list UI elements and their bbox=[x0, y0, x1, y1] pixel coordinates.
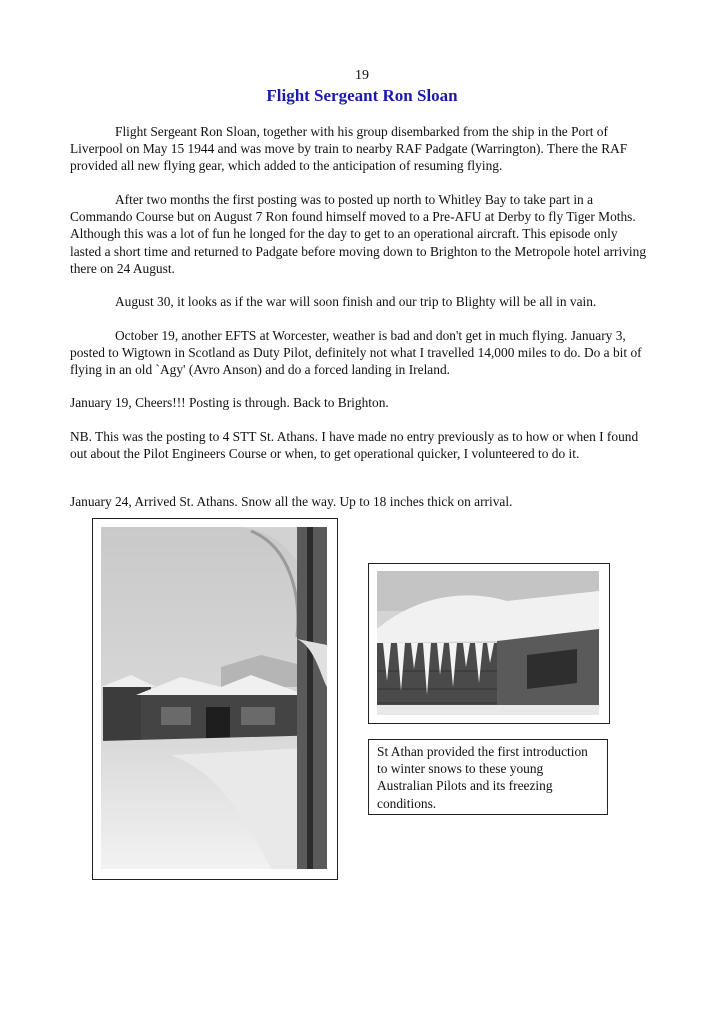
paragraph-october-19: October 19, another EFTS at Worcester, weather is bad and don't get in much flying. January 3, posted to Wigtown in Scotland as Duty Pilot, definitely not what I travelled 14,000 miles to do. Do a bit of flying in an old `Agy' (Avro Anson) and do a forced landing in Ireland. bbox=[70, 328, 642, 378]
paragraph-january-19: January 19, Cheers!!! Posting is through. Back to Brighton. bbox=[70, 395, 389, 410]
paragraph-nb-note: NB. This was the posting to 4 STT St. Athans. I have made no entry previously as to how or when I found out about the Pilot Engineers Course or when, to get operational quicker, I volunteered to do it. bbox=[70, 429, 639, 462]
photo-icicle-roof bbox=[368, 563, 610, 724]
paragraph-january-24: January 24, Arrived St. Athans. Snow all the way. Up to 18 inches thick on arrival. bbox=[70, 494, 513, 509]
paragraph-first-posting: After two months the first posting was to posted up north to Whitley Bay to take part in a Commando Course but on August 7 Ron found himself moved to a Pre-AFU at Derby to fly Tiger Moths. Although this was a lot of fun he longed for the day to get to an operational aircraft. This episode only lasted a short time and returned to Padgate before moving down to Brighton to the Metropole hotel arriving there on 24 August. bbox=[70, 192, 647, 276]
paragraph-arrival: Flight Sergeant Ron Sloan, together with his group disembarked from the ship in the Port of Liverpool on May 15 1944 and was move by train to nearby RAF Padgate (Warrington). There the RAF provided all new flying gear, which added to the anticipation of resuming flying. bbox=[70, 124, 628, 174]
snow-scene-photo-1 bbox=[101, 527, 327, 869]
page-title: Flight Sergeant Ron Sloan bbox=[266, 86, 458, 105]
paragraph-august-30: August 30, it looks as if the war will soon finish and our trip to Blighty will be all in vain. bbox=[115, 294, 597, 309]
photo-snowy-huts-path bbox=[92, 518, 338, 880]
page-number: 19 bbox=[355, 68, 369, 83]
snow-scene-photo-2 bbox=[377, 571, 599, 715]
photo-caption: St Athan provided the first introduction to winter snows to these young Australian Pilots and its freezing conditions. bbox=[368, 739, 608, 815]
